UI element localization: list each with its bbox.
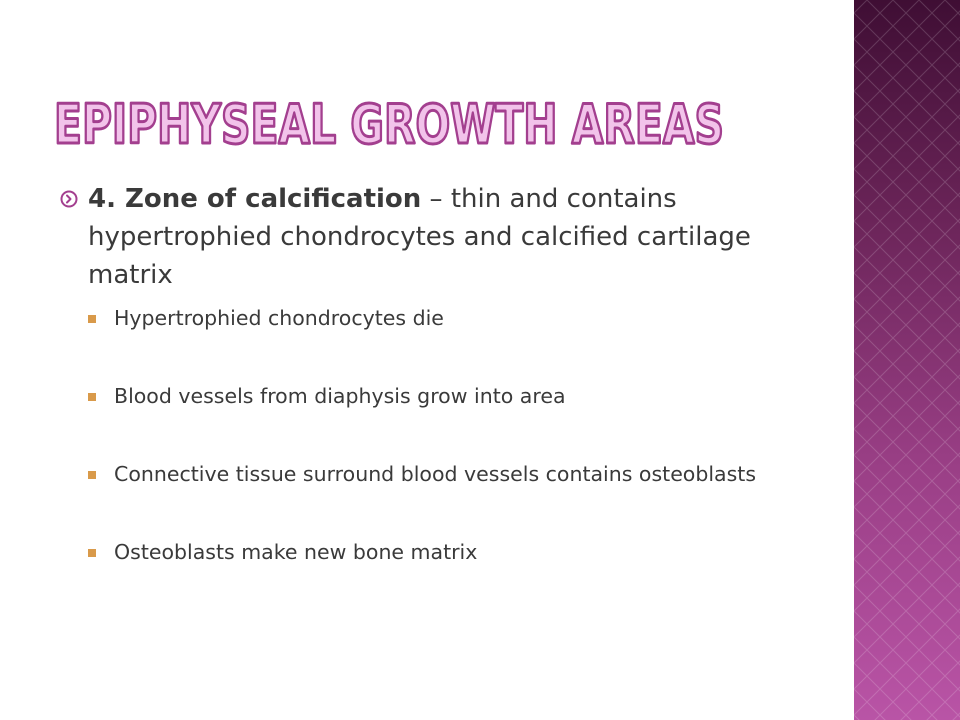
sub-bullet-text: Osteoblasts make new bone matrix <box>114 540 478 564</box>
sub-bullet-list <box>60 304 840 567</box>
slide-title-text: EPIPHYSEAL GROWTH AREAS <box>54 93 724 156</box>
list-item <box>88 460 840 489</box>
main-bullet-description: – thin and contains hypertrophied chondrocytes and calcified cartilage matrix <box>88 184 751 290</box>
square-bullet-icon <box>88 304 114 333</box>
square-bullet-icon <box>88 538 114 567</box>
square-bullet-icon <box>88 382 114 411</box>
main-bullet-label: 4. Zone of calcification <box>88 184 422 214</box>
decorative-side-panel <box>854 0 960 720</box>
slide-title <box>54 86 834 166</box>
square-bullet-icon <box>88 460 114 489</box>
list-item <box>88 538 840 567</box>
sub-bullet-text: Connective tissue surround blood vessels contains osteoblasts <box>114 462 757 486</box>
sub-bullet-text: Hypertrophied chondrocytes die <box>114 306 444 330</box>
slide-body <box>60 180 840 567</box>
circle-bullet-icon <box>60 180 88 218</box>
diamond-pattern-icon <box>854 0 960 720</box>
main-bullet <box>60 180 840 294</box>
list-item <box>88 382 840 411</box>
sub-bullet-text: Blood vessels from diaphysis grow into area <box>114 384 566 408</box>
list-item <box>88 304 840 333</box>
main-bullet-text <box>88 180 840 294</box>
